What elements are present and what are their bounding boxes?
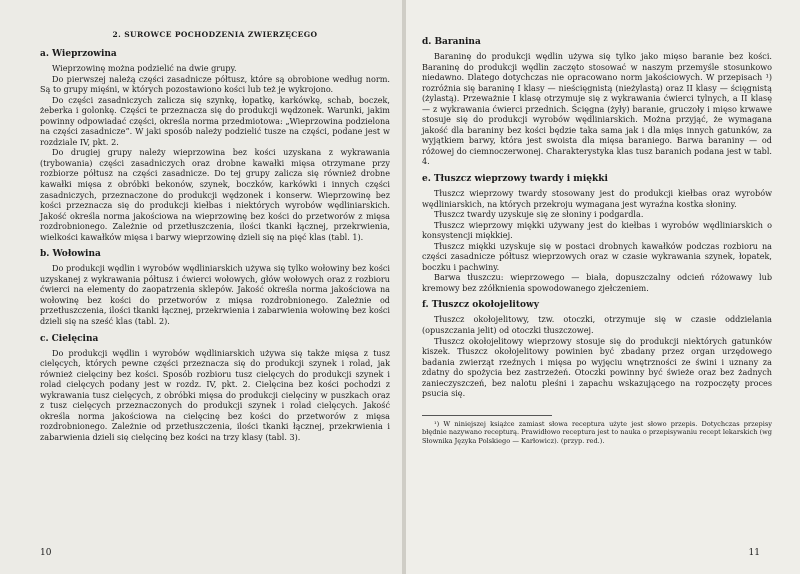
page-number: 10	[40, 548, 52, 558]
section-title: Wieprzowina	[51, 49, 117, 59]
section-title: Tłuszcz okołojelitowy	[431, 300, 539, 311]
paragraph: Tłuszcz miękki uzyskuje się w postaci drobnych kawałków podczas rozbioru na części zasadnicze półtusz wieprzowych oraz w czasie wykrawania szynek, łopatek, boczku i pachwiny.	[422, 240, 772, 272]
paragraph: Tłuszcz wieprzowy twardy stosowany jest do produkcji kiełbas oraz wyrobów wędliniarskich, na których przekroju wymagana jest wyraźna kostka słoniny.	[422, 188, 772, 209]
paragraph: Tłuszcz okołojelitowy, tzw. otoczki, otrzymuje się w czasie oddzielania (opuszczania jelit) od otoczki tłuszczowej.	[422, 314, 772, 336]
footnote: ¹) W niniejszej książce zamiast słowa receptura użyte jest słowo przepis. Dotychczas przepisy błędnie nazywano recepturą. Prawidłowo receptura jest to nauka o przepisywaniu recept lekarskich (wg Słownika Języka Polskiego — Karłowicz). (przyp. red.).	[422, 419, 772, 446]
section-wolowina	[40, 249, 390, 326]
section-heading	[40, 249, 390, 260]
section-heading	[422, 174, 772, 185]
section-letter: e.	[422, 174, 431, 185]
section-tluszcz-wieprzowy	[422, 174, 772, 293]
paragraph: Do produkcji wędlin i wyrobów wędliniarskich używa się tylko wołowiny bez kości uzyskanej z wykrawania półtusz i ćwierci wołowych, głów wołowych oraz z rozbioru ćwierci na elementy do zaopatrzenia sklepów. Jakość określa norma jakościowa na wołowinę bez kości do przetworów z mięsa rozdrobnionego. Zależnie od przetłuszczenia, ilości tkanki łącznej, przekrwienia i zabarwienia wołowinę bez kości dzieli się na sześć klas (tabl. 2).	[40, 263, 390, 327]
paragraph: Do części zasadniczych zalicza się szynkę, łopatkę, karkówkę, schab, boczek, żeberka i golonkę. Części te przeznacza się do produkcji wędzonek. Warunki, jakim powinny odpowiadać części, określa norma przedmiotowa: „Wieprzowina podzielona na części zasadnicze”. W jaki sposób należy podzielić tusze na części, podane jest w rozdziale IV, pkt. 2.	[40, 94, 390, 147]
paragraph: Do produkcji wędlin i wyrobów wędliniarskich używa się także mięsa z tusz cielęcych, których pewne części przeznacza się do produkcji szynek i rolad, jak również cielęciny bez kości. Sposób rozbioru tusz cielęcych do produkcji szynek i rolad cielęcych podany jest w rozdz. IV, pkt. 2. Cielęcina bez kości pochodzi z wykrawania tusz cielęcych, z obróbki mięsa do produkcji cielęciny w puszkach oraz z tusz cielęcych przeznaczonych do produkcji szynek i rolad cielęcych. Jakość określa norma jakościowa na cielęcinę bez kości do przetworów z mięsa rozdrobnionego. Zależnie od przetłuszczenia, ilości tkanki łącznej, przekrwienia i zabarwienia dzieli się cielęcinę bez kości na trzy klasy (tabl. 3).	[40, 347, 390, 442]
section-title: Baranina	[434, 37, 481, 47]
section-heading	[422, 300, 772, 311]
section-heading	[40, 334, 390, 345]
paragraph: Do pierwszej należą części zasadnicze półtusz, które są obrobione według norm. Są to grupy mięśni, w których pozostawiono kości lub też je wykrojono.	[40, 73, 390, 95]
paragraph: Tłuszcz wieprzowy miękki używany jest do kiełbas i wyrobów wędliniarskich o konsystencji miękkiej.	[422, 219, 772, 241]
section-heading	[40, 49, 390, 60]
paragraph: Do drugiej grupy należy wieprzowina bez kości uzyskana z wykrawania (trybowania) części zasadniczych oraz drobne kawałki mięsa otrzymane przy rozbiorze półtusz na części zasadnicze. Do tej grupy zalicza się również drobne kawałki mięsa z obróbki bekonów, szynek, boczków, karkówki i innych części zasadniczych, przeznaczone do produkcji wędzonek i konserw. Wieprzowinę bez kości przeznacza się do produkcji kiełbas i niektórych wyrobów wędliniarskich. Jakość określa norma jakościowa na wieprzowinę bez kości do przetworów z mięsa rozdrobnionego. Zależnie od przetłuszczenia, ilości tkanki łącznej, przekrwienia, wielkości kawałków mięsa i barwy wieprzowinę dzieli się na pięć klas (tabl. 1).	[40, 147, 390, 242]
section-title: Tłuszcz wieprzowy twardy i miękki	[433, 174, 608, 185]
section-heading	[422, 37, 772, 48]
section-baranina	[422, 37, 772, 167]
section-cielecina	[40, 334, 390, 443]
paragraph: Baraninę do produkcji wędlin używa się tylko jako mięso baranie bez kości. Baraninę do produkcji wędlin zaczęto stosować w naszym przemyśle stosunkowo niedawno. Dlatego dotychczas nie opracowano norm jakościowych. W przepisach ¹) rozróżnia się baraninę I klasy — nieścięgnistą (nieżylastą) oraz II klasy — ścięgnistą (żylastą). Przeważnie I klasę otrzymuje się z wykrawania ćwierci tylnych, a II klasę — z wykrawania ćwierci przednich. Ścięgna (żyły) baranie, gruczoły i mięso krwawe stosuje się do produkcji wyrobów wędliniarskich. Można przyjąć, że wymagana jakość dla baraniny bez kości będzie taka sama jak i dla mięs innych gatunków, za wyjątkiem barwy, która jest swoista dla mięsa baraniego. Barwa baraniny — od różowej do ciemnoczerwonej. Charakterystyka klas tusz baranich podana jest w tabl. 4.	[422, 51, 772, 167]
footnote-divider	[422, 415, 552, 416]
page-number: 11	[748, 548, 760, 558]
section-letter: a.	[40, 49, 49, 59]
section-title: Cielęcina	[51, 333, 99, 344]
paragraph: Tłuszcz okołojelitowy wieprzowy stosuje się do produkcji niektórych gatunków kiszek. Tłuszcz okołojelitowy powinien być zbadany przez organ urzędowego badania zwierząt rzeźnych i mięsa po wyjęciu wnętrzności ze świni i uznany za zdatny do spożycia bez zastrzeżeń. Otoczki powinny być świeże oraz bez żadnych zanieczyszczeń, bez nalotu pleśni i zapachu wskazującego na rozpoczęty proces psucia się.	[422, 335, 772, 399]
right-page	[406, 0, 800, 574]
running-head: 2. SUROWCE POCHODZENIA ZWIERZĘCEGO	[112, 30, 318, 39]
section-letter: f.	[422, 300, 429, 311]
section-letter: d.	[422, 37, 432, 47]
section-letter: b.	[40, 249, 50, 260]
section-title: Wołowina	[52, 249, 101, 260]
paragraph: Barwa tłuszczu: wieprzowego — biała, dopuszczalny odcień różowawy lub kremowy bez zżółknienia spowodowanego zjełczeniem.	[422, 272, 772, 293]
paragraph: Tłuszcz twardy uzyskuje się ze słoniny i podgardla.	[434, 209, 644, 220]
section-tluszcz-okolojelitowy	[422, 300, 772, 398]
section-wieprzowina	[40, 49, 390, 242]
paragraph: Wieprzowinę można podzielić na dwie grupy.	[52, 63, 237, 73]
section-letter: c.	[40, 333, 49, 344]
